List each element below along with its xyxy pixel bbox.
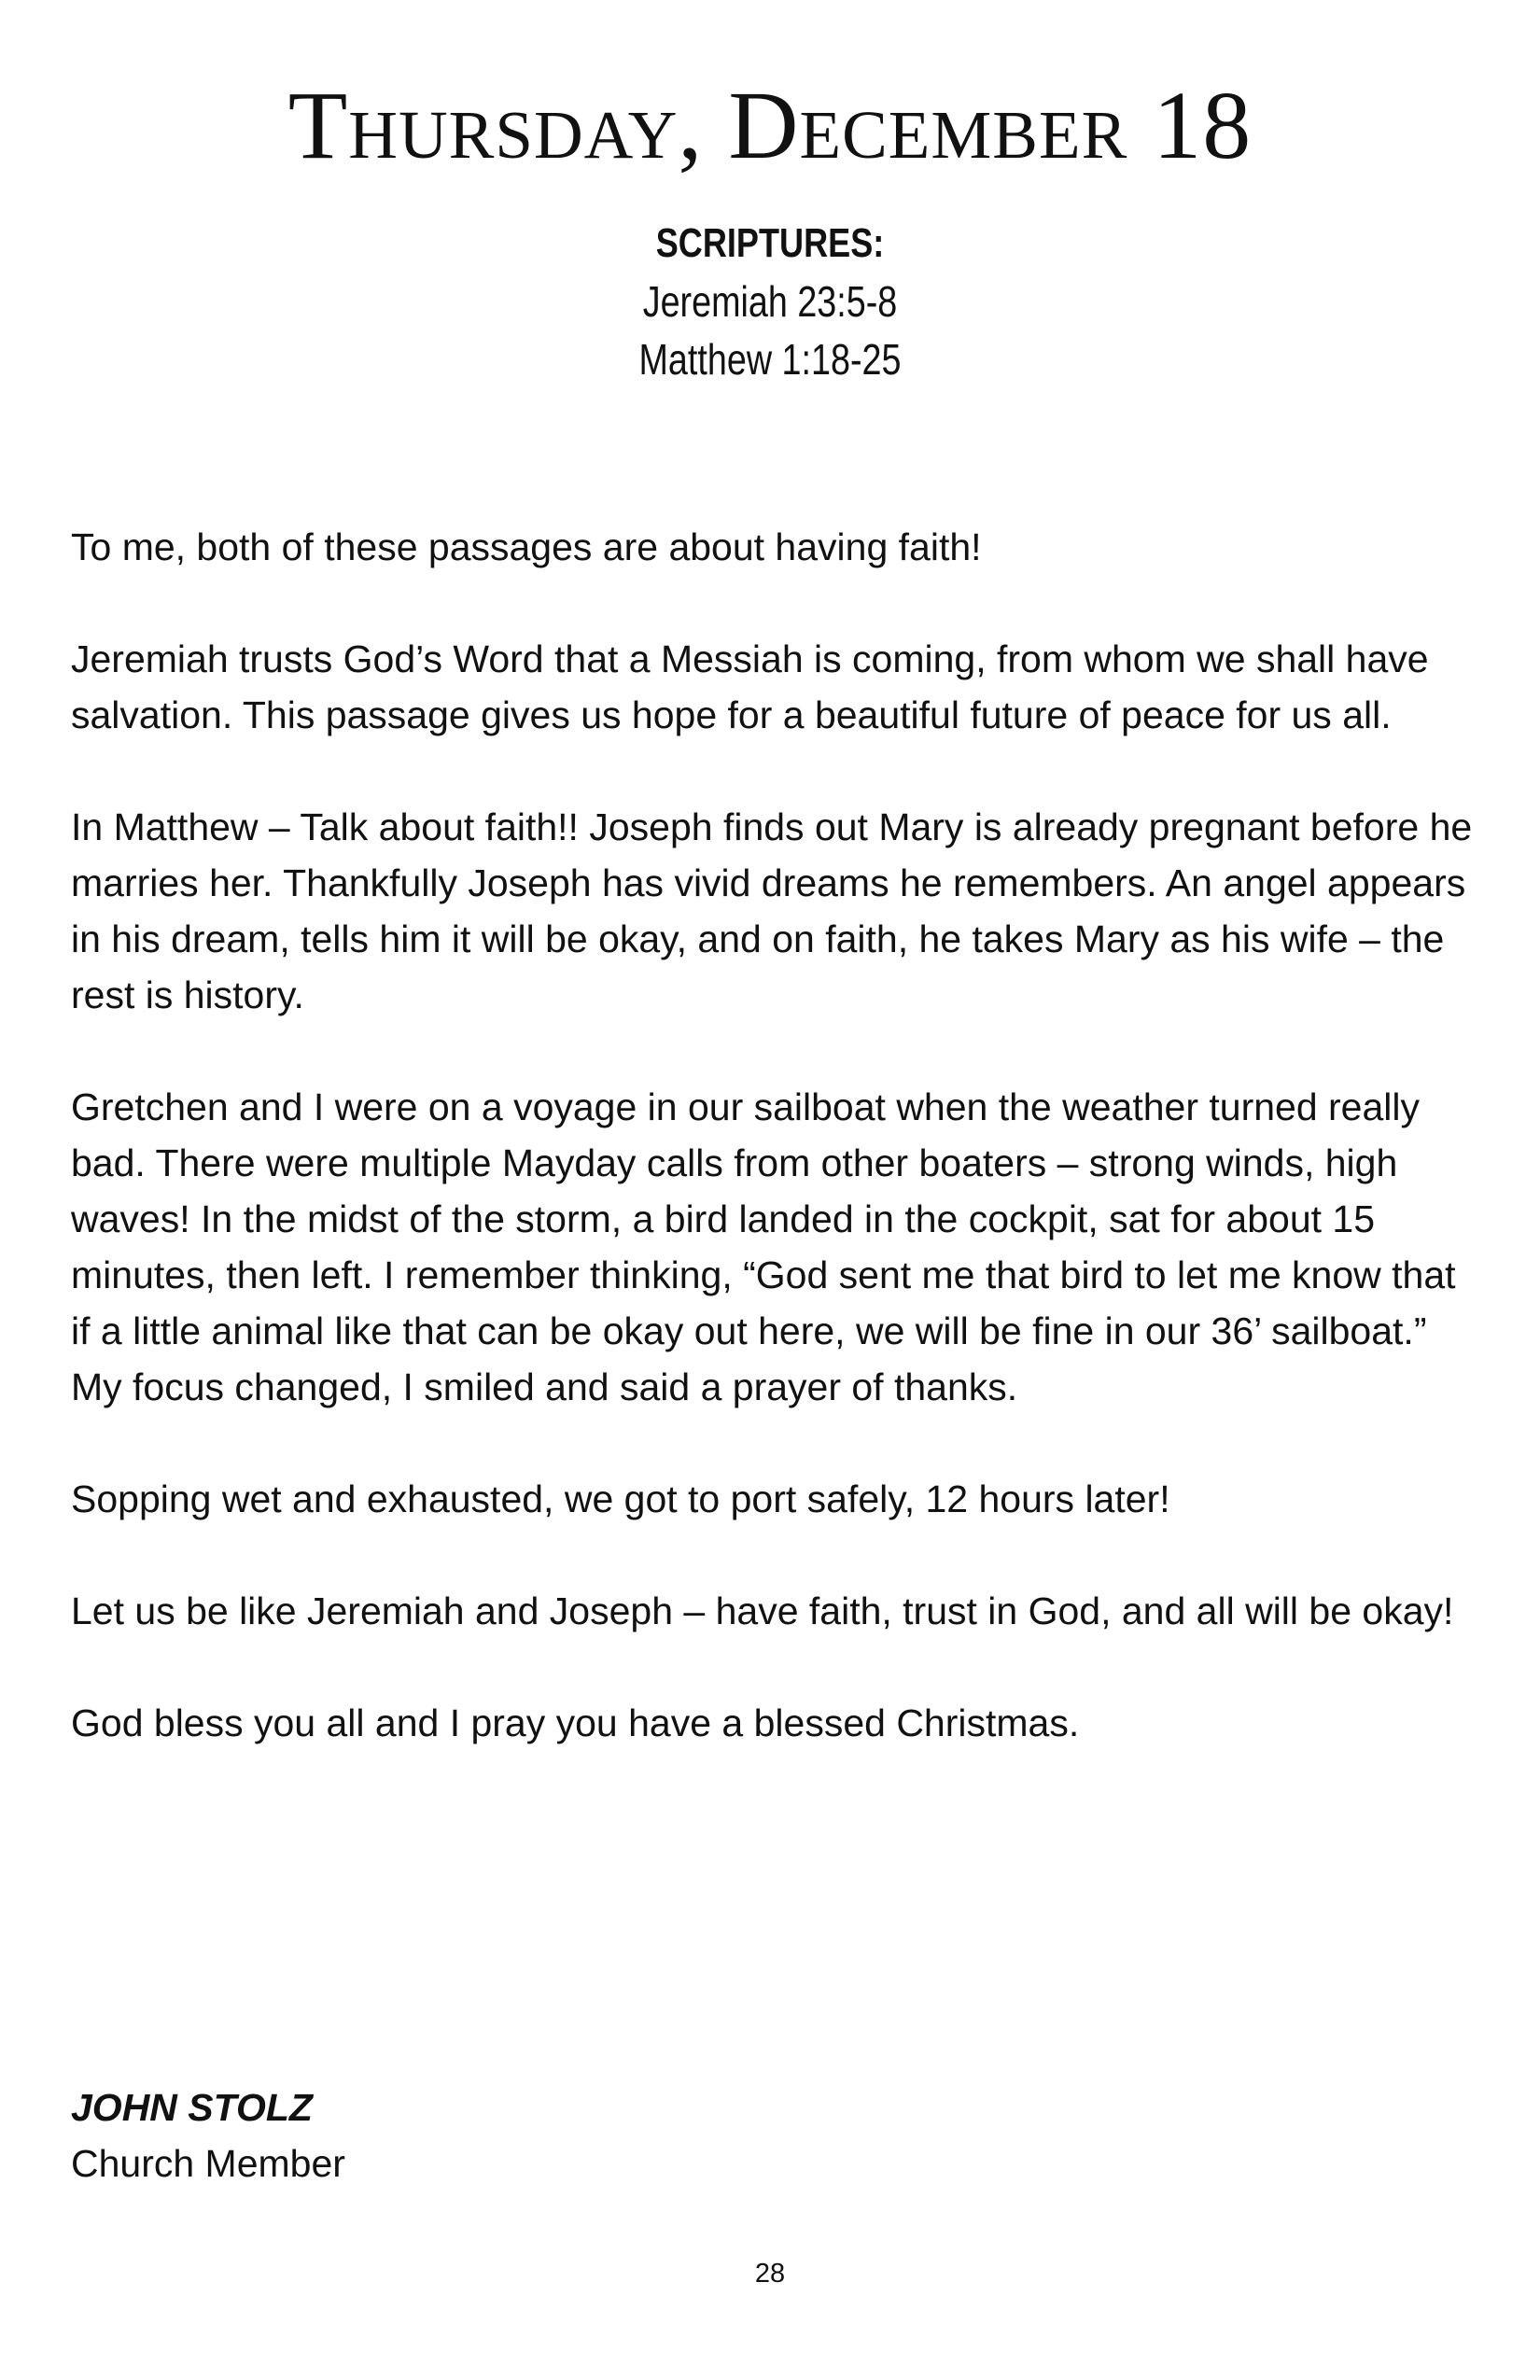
scriptures-block bbox=[0, 215, 1540, 388]
scriptures-heading: SCRIPTURES: bbox=[655, 220, 885, 266]
scripture-ref-jeremiah: Jeremiah 23:5-8 bbox=[642, 277, 898, 326]
paragraph: Gretchen and I were on a voyage in our sailboat when the weather turned really bad. There were multiple Mayday calls from other boaters – strong winds, high waves! In the midst of the storm, a bird landed in the cockpit, sat for about 15 minutes, then left. I remember thinking, “God sent me that bird to let me know that if a little animal like that can be okay out here, we will be fine in our 36’ sailboat.” My focus changed, I smiled and said a prayer of thanks. bbox=[71, 1085, 1456, 1408]
devotional-body bbox=[71, 519, 1480, 1807]
paragraph: Let us be like Jeremiah and Joseph – have faith, trust in God, and all will be okay! bbox=[71, 1589, 1454, 1632]
page-title: Thursday, December 18 bbox=[287, 72, 1253, 179]
paragraph: Jeremiah trusts God’s Word that a Messiah is coming, from whom we shall have salvation. This passage gives us hope for a beautiful future of peace for us all. bbox=[71, 637, 1429, 736]
paragraph: God bless you all and I pray you have a blessed Christmas. bbox=[71, 1701, 1080, 1744]
signature-block bbox=[71, 2079, 345, 2191]
scripture-ref-matthew: Matthew 1:18-25 bbox=[638, 335, 902, 384]
author-role: Church Member bbox=[71, 2142, 345, 2185]
paragraph: In Matthew – Talk about faith!! Joseph finds out Mary is already pregnant before he marries her. Thankfully Joseph has vivid dreams he remembers. An angel appears in his dream, tells him it will be okay, and on faith, he takes Mary as his wife – the rest is history. bbox=[71, 805, 1473, 1016]
author-name: JOHN STOLZ bbox=[71, 2086, 313, 2129]
page-number: 28 bbox=[754, 2259, 786, 2289]
paragraph: Sopping wet and exhausted, we got to port safely, 12 hours later! bbox=[71, 1477, 1170, 1520]
paragraph: To me, both of these passages are about having faith! bbox=[71, 525, 982, 568]
